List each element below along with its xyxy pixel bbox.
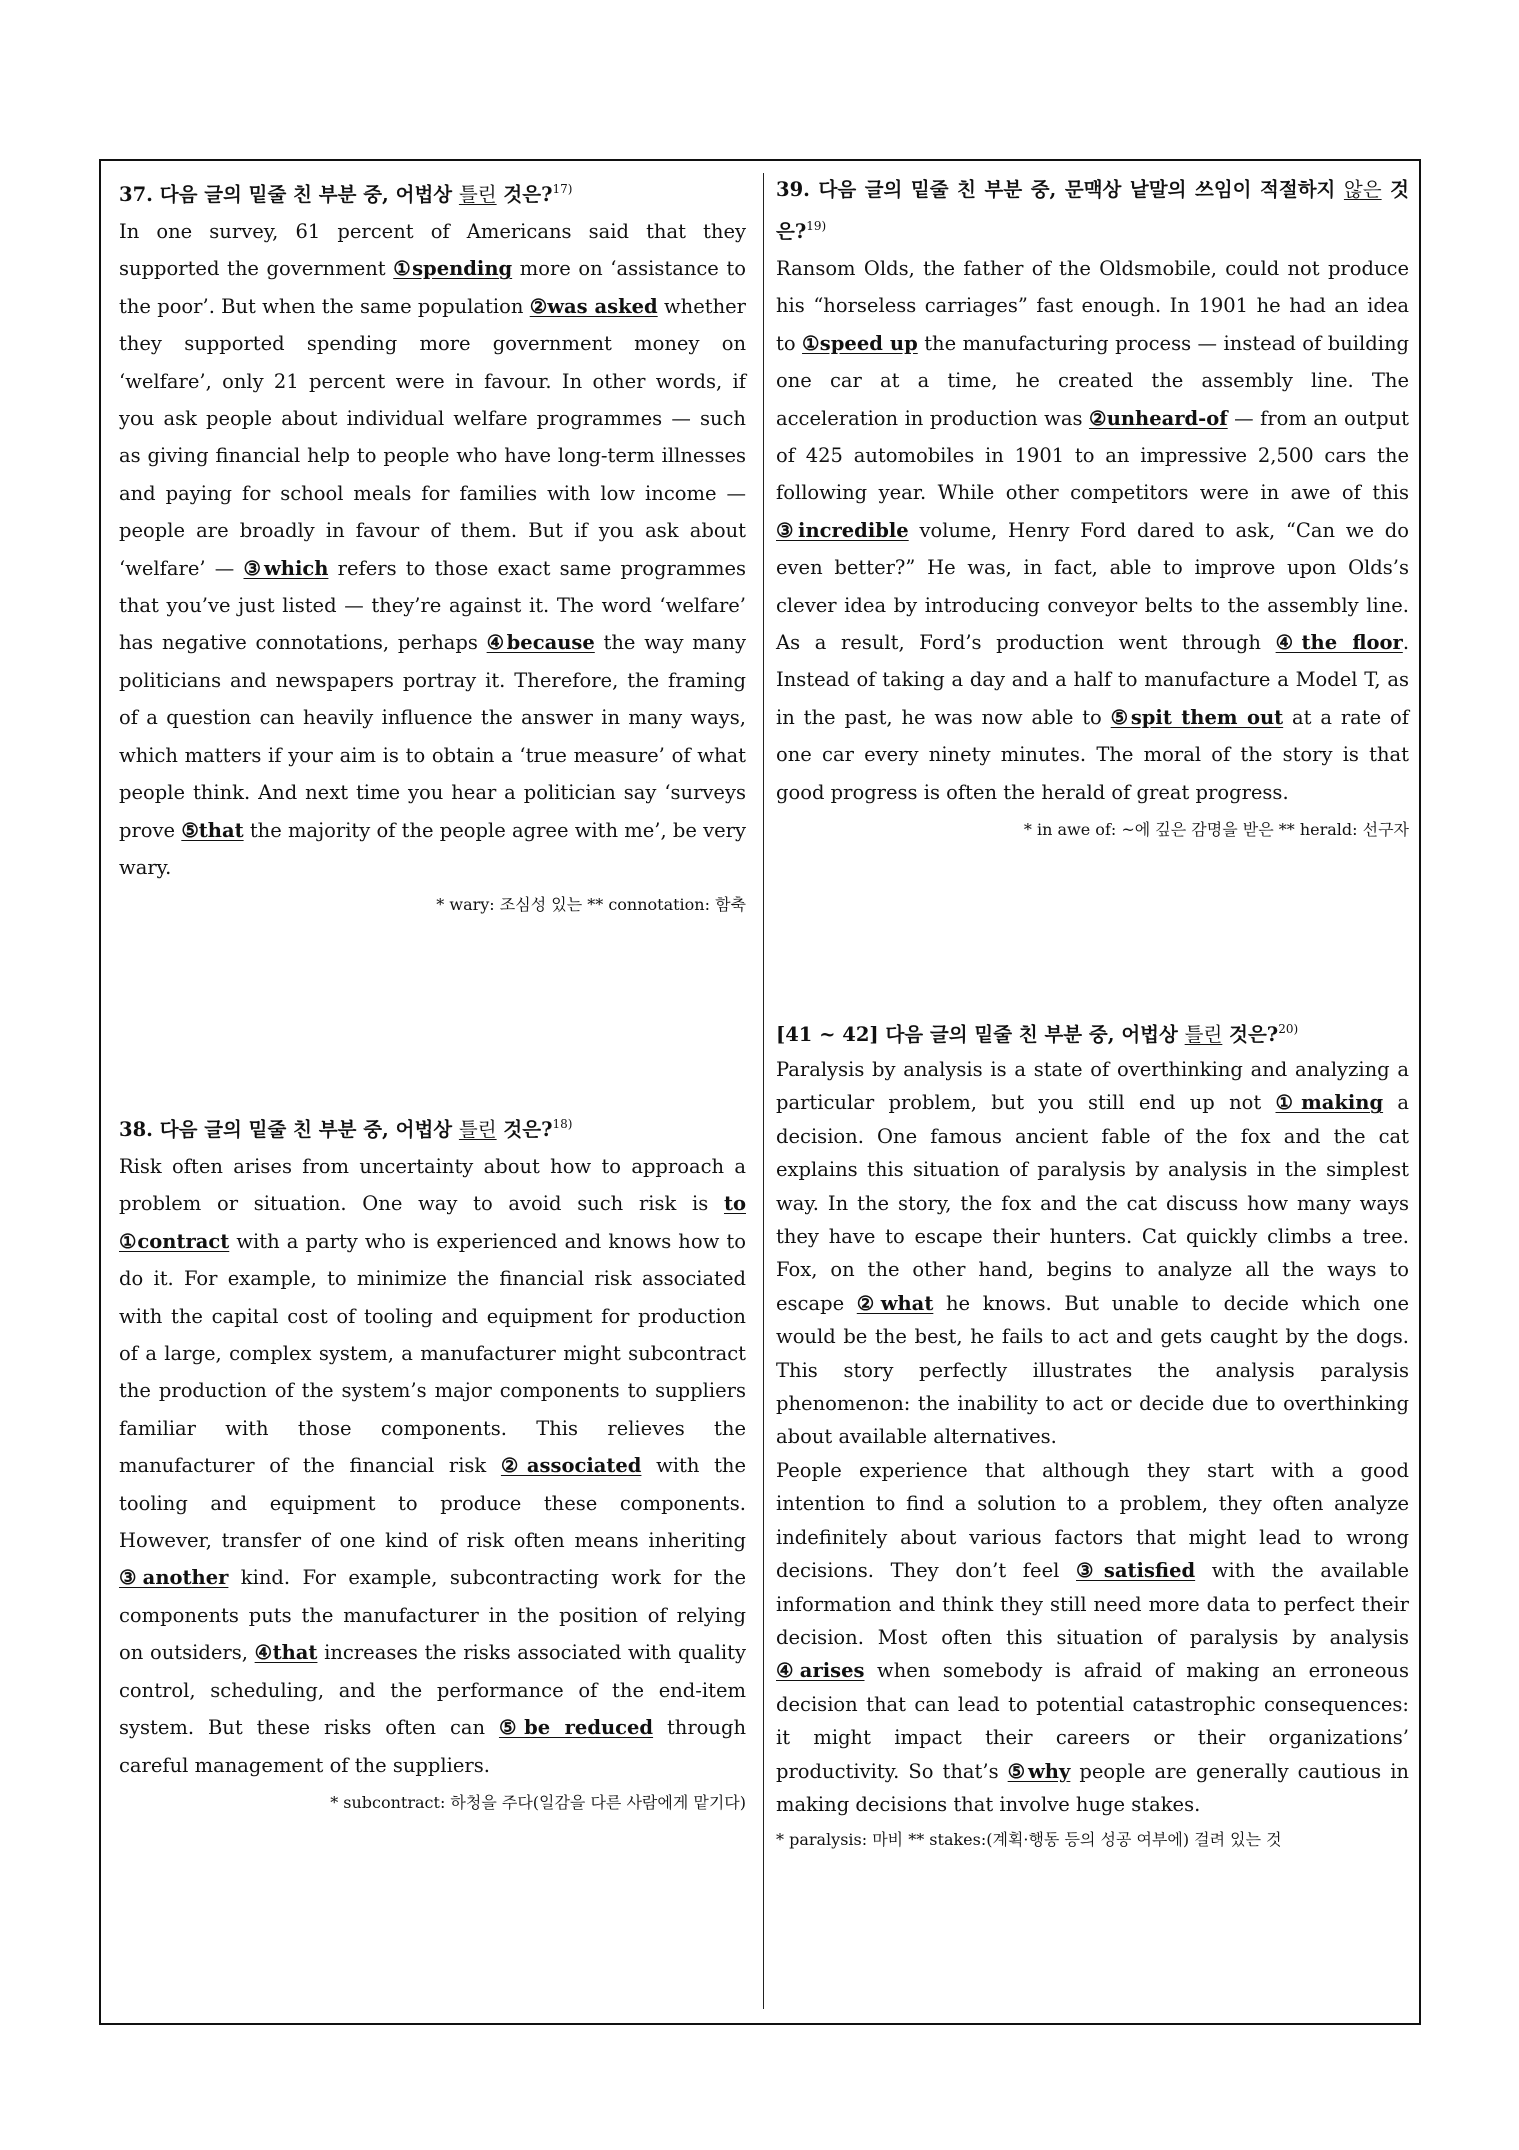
underline-2: ②associated [500,1454,642,1478]
question-38-footnote: * subcontract: 하청을 주다(일감을 다른 사람에게 맡기다) [330,1792,746,1812]
underline-2: ②unheard-of [1088,406,1228,430]
question-37-footnote: * wary: 조심성 있는 ** connotation: 함축 [436,895,746,915]
underline-3: ③satisfied [1076,1559,1196,1583]
question-39-passage: Ransom Olds, the father of the Oldsmobile, could not produce his “horseless carriages” fast enough. In 1901 he had an idea to ①speed up the manufacturing process — instead of building one car at a time, he created the assembly line. The acceleration in production was ②unheard-of — from an output of 425 automobiles in 1901 to an impressive 2,500 cars the following year. While other competitors were in awe of this ③incredible volume, Henry Ford dared to ask, “Can we do even better?” He was, in fact, able to improve upon Olds’s clever idea by introducing conveyor belts to the assembly line. As a result, Ford’s production went through ④the floor. Instead of taking a day and a half to manufacture a Model T, as in the past, he was now able to ⑤spit them out at a rate of one car every ninety minutes. The moral of the story is that good progress is often the herald of great progress. [776,257,1410,804]
question-38-title: 38. 다음 글의 밑줄 친 부분 중, 어법상 틀린 것은?$^{18)}$ [119,1117,573,1141]
underline-5: ⑤spit them out [1110,705,1284,729]
question-39-footnote: * in awe of: ~에 깊은 감명을 받은 ** herald: 선구자 [1023,820,1409,840]
underline-3: ③another [119,1566,229,1590]
underline-4: ④the floor [1275,631,1403,655]
question-37 [119,171,746,920]
question-41-42-passage-2: People experience that although they start with a good intention to find a solution to a problem, they often analyze indefinitely about various factors that might lead to wrong decisions. They don’t feel ③satisfied with the available information and think they still need more data to perfect their decision. Most often this situation of paralysis by analysis ④arises when somebody is afraid of making an erroneous decision that can lead to potential catastrophic consequences: it might impact their careers or their organizations’ productivity. So that’s ⑤why people are generally cautious in making decisions that involve huge stakes. [776,1458,1409,1816]
underline-3: ③which [243,556,329,580]
underline-2: ②was asked [529,294,658,318]
underline-5: ⑤that [181,818,244,842]
column-divider [763,173,764,2009]
underline-1: ①spending [393,257,513,281]
question-41-42-footnote: * paralysis: 마비 ** stakes:(계획·행동 등의 성공 여부에) 걸려 있는 것 [776,1830,1282,1850]
underline-2: ②what [856,1291,934,1315]
exam-sheet [99,159,1421,2025]
underline-1: ①speed up [802,331,918,355]
underline-4: ④because [486,631,595,655]
question-39 [776,171,1409,845]
question-38-passage: Risk often arises from uncertainty about how to approach a problem or situation. One way to avoid such risk is to ①contract with a party who is experienced and knows how to do it. For example, to minimize the financial risk associated with the capital cost of tooling and equipment for production of a large, complex system, a manufacturer might subcontract the production of the system’s major components to suppliers familiar with those components. This relieves the manufacturer of the financial risk ②associated with the tooling and equipment to produce these components. However, transfer of one kind of risk often means inheriting ③another kind. For example, subcontracting work for the components puts the manufacturer in the position of relying on outsiders, ④that increases the risks associated with quality control, scheduling, and the performance of the end-item system. But these risks often can ⑤be reduced through careful management of the suppliers. [119,1155,747,1777]
question-37-title: 37. 다음 글의 밑줄 친 부분 중, 어법상 틀린 것은?$^{17)}$ [119,182,573,206]
underline-4: ④arises [776,1659,865,1683]
question-41-42-title: [41 ~ 42] 다음 글의 밑줄 친 부분 중, 어법상 틀린 것은?$^{20)}$ [776,1022,1299,1046]
question-41-42 [776,1011,1409,1855]
underline-5: ⑤why [1007,1759,1071,1783]
underline-1: to ①contract [119,1192,746,1253]
underline-5: ⑤be reduced [498,1716,654,1740]
question-37-passage: In one survey, 61 percent of Americans said that they supported the government ①spending more on ‘assistance to the poor’. But when the same population ②was asked whether they supported spending more government money on ‘welfare’, only 21 percent were in favour. In other words, if you ask people about individual welfare programmes — such as giving financial help to people who have long-term illnesses and paying for school meals for families with low income — people are broadly in favour of them. But if you ask about ‘welfare’ — ③which refers to those exact same programmes that you’ve just listed — they’re against it. The word ‘welfare’ has negative connotations, perhaps ④because the way many politicians and newspapers portray it. Therefore, the framing of a question can heavily influence the answer in many ways, which matters if your aim is to obtain a ‘true measure’ of what people think. And next time you hear a politician say ‘surveys prove ⑤that the majority of the people agree with me’, be very wary. [119,220,747,879]
underline-3: ③incredible [776,518,909,542]
question-39-title: 39. 다음 글의 밑줄 친 부분 중, 문맥상 낱말의 쓰임이 적절하지 않은 것은?$^{19)}$ [776,178,1409,243]
question-38 [119,1106,746,1818]
question-41-42-passage-1: Paralysis by analysis is a state of overthinking and analyzing a particular problem, but you still end up not ①making a decision. One famous ancient fable of the fox and the cat explains this situation of paralysis by analysis in the simplest way. In the story, the fox and the cat discuss how many ways they have to escape their hunters. Cat quickly climbs a tree. Fox, on the other hand, begins to analyze all the ways to escape ②what he knows. But unable to decide which one would be the best, he fails to act and gets caught by the dogs. This story perfectly illustrates the analysis paralysis phenomenon: the inability to act or decide due to overthinking about available alternatives. [776,1058,1409,1449]
underline-1: ①making [1275,1091,1384,1115]
underline-4: ④that [254,1641,318,1665]
